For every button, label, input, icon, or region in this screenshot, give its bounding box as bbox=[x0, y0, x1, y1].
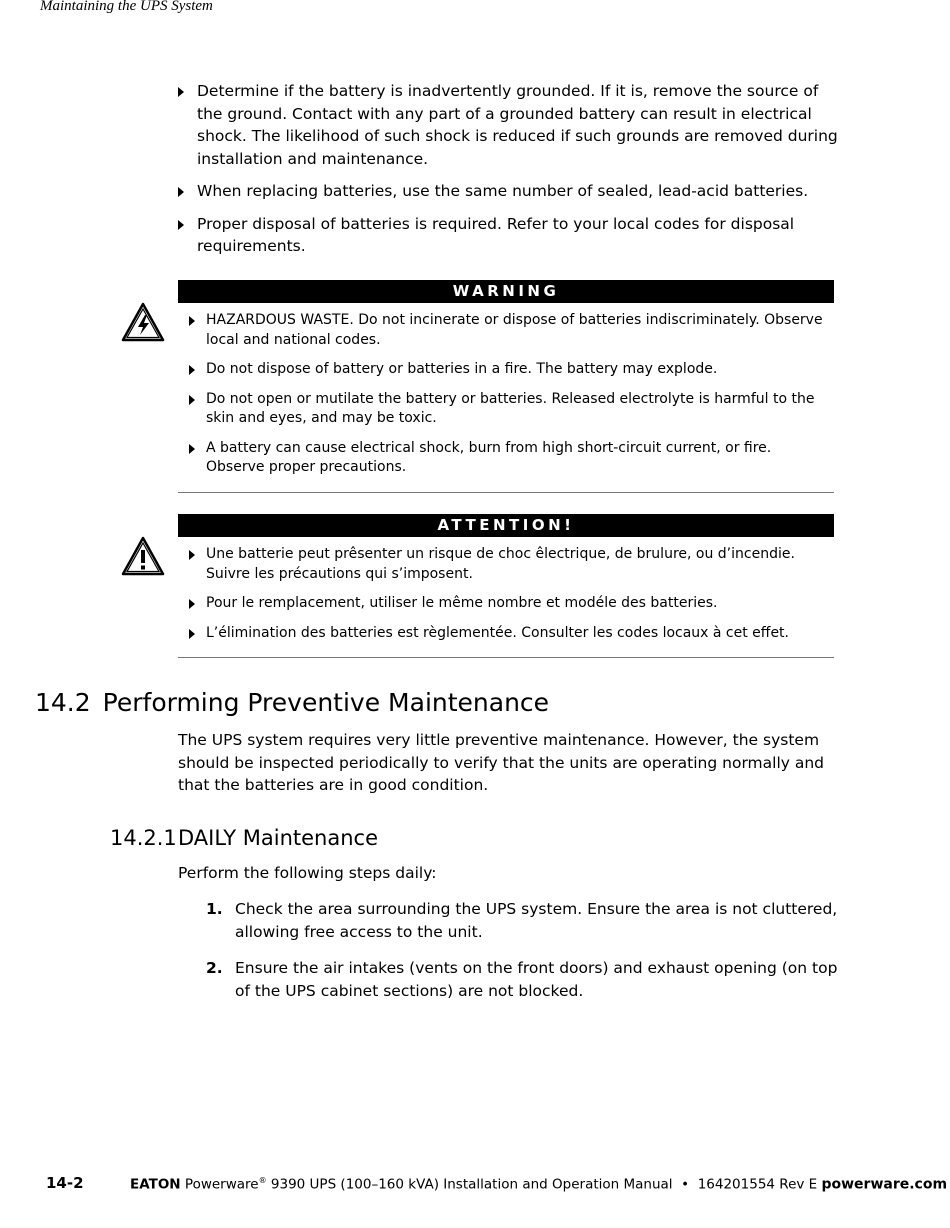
subsection-number: 14.2.1 bbox=[110, 826, 177, 850]
attention-text: L’élimination des batteries est règlementée. Consulter les codes locaux à cet effet. bbox=[206, 624, 789, 641]
list-item bbox=[178, 213, 838, 258]
section-title: Performing Preventive Maintenance bbox=[102, 688, 550, 717]
list-item bbox=[178, 545, 834, 584]
warning-text: HAZARDOUS WASTE. Do not incinerate or dispose of batteries indiscriminately. Observe local and national codes. bbox=[206, 312, 823, 348]
footer-manual-title: 9390 UPS (100–160 kVA) Installation and Operation Manual bbox=[270, 1176, 673, 1193]
bullet-arrow-icon bbox=[189, 365, 195, 375]
bullet-text: When replacing batteries, use the same number of sealed, lead-acid batteries. bbox=[197, 182, 809, 200]
footer-brand: EATON bbox=[130, 1176, 181, 1193]
bullet-arrow-icon bbox=[189, 316, 195, 326]
warning-text: A battery can cause electrical shock, burn from high short-circuit current, or fire. Observe proper precautions. bbox=[206, 439, 772, 475]
bullet-text: Determine if the battery is inadvertently grounded. If it is, remove the source of the ground. Contact with any part of a grounded battery can result in electrical shock. The likelihood of such shock is reduced if such grounds are removed during installation and maintenance. bbox=[197, 82, 838, 168]
section-heading bbox=[35, 688, 549, 717]
attention-text: Une batterie peut prêsenter un risque de choc êlectrique, de brulure, ou d’incendie. Suivre les précautions qui s’imposent. bbox=[206, 546, 795, 582]
footer-separator: • bbox=[681, 1176, 690, 1193]
bullet-arrow-icon bbox=[178, 187, 184, 197]
list-item bbox=[178, 390, 834, 429]
list-item bbox=[178, 180, 838, 203]
footer-website: powerware.com bbox=[821, 1176, 948, 1193]
page-footer bbox=[130, 1176, 947, 1193]
step-text: Ensure the air intakes (vents on the front doors) and exhaust opening (on top of the UPS cabinet sections) are not blocked. bbox=[235, 959, 838, 1000]
list-item bbox=[178, 898, 838, 943]
warning-text: Do not open or mutilate the battery or batteries. Released electrolyte is harmful to the skin and eyes, and may be toxic. bbox=[206, 390, 815, 426]
caution-exclamation-icon bbox=[121, 536, 165, 576]
subsection-title: DAILY Maintenance bbox=[178, 826, 379, 850]
footer-doc-rev: 164201554 Rev E bbox=[697, 1176, 818, 1193]
section-body: The UPS system requires very little preventive maintenance. However, the system should be inspected periodically to verify that the units are operating normally and that the batteries are in good condition. bbox=[178, 731, 825, 794]
registered-mark: ® bbox=[258, 1176, 267, 1185]
intro-bullet-list bbox=[178, 80, 838, 268]
bullet-text: Proper disposal of batteries is required. Refer to your local codes for disposal requirements. bbox=[197, 214, 795, 255]
bullet-arrow-icon bbox=[189, 599, 195, 609]
section-number: 14.2 bbox=[35, 688, 91, 717]
warning-list bbox=[178, 303, 834, 493]
subsection-intro: Perform the following steps daily: bbox=[178, 864, 437, 882]
bullet-arrow-icon bbox=[178, 220, 184, 230]
running-header: Maintaining the UPS System bbox=[40, 0, 213, 14]
attention-list bbox=[178, 537, 834, 658]
footer-product: Powerware bbox=[184, 1176, 259, 1193]
list-item bbox=[178, 360, 834, 380]
electrical-hazard-icon bbox=[121, 302, 165, 342]
attention-title-bar: ATTENTION! bbox=[178, 514, 834, 537]
bullet-arrow-icon bbox=[189, 395, 195, 405]
step-text: Check the area surrounding the UPS system. Ensure the area is not cluttered, allowing free access to the unit. bbox=[235, 900, 838, 941]
list-item bbox=[178, 594, 834, 614]
attention-notice bbox=[178, 514, 834, 658]
bullet-arrow-icon bbox=[189, 629, 195, 639]
warning-text: Do not dispose of battery or batteries in a fire. The battery may explode. bbox=[206, 361, 718, 377]
bullet-arrow-icon bbox=[189, 550, 195, 560]
list-item bbox=[178, 439, 834, 478]
steps-list bbox=[178, 898, 838, 1016]
list-item bbox=[178, 311, 834, 350]
bullet-arrow-icon bbox=[178, 87, 184, 97]
list-item bbox=[178, 80, 838, 170]
list-item bbox=[178, 624, 834, 644]
warning-notice bbox=[178, 280, 834, 493]
bullet-arrow-icon bbox=[189, 444, 195, 454]
subsection-heading bbox=[110, 826, 378, 850]
step-number: 2. bbox=[206, 959, 223, 977]
list-item bbox=[178, 957, 838, 1002]
warning-title-bar: WARNING bbox=[178, 280, 834, 303]
step-number: 1. bbox=[206, 900, 223, 918]
page-number: 14-2 bbox=[46, 1174, 84, 1192]
attention-text: Pour le remplacement, utiliser le même nombre et modéle des batteries. bbox=[206, 595, 718, 611]
